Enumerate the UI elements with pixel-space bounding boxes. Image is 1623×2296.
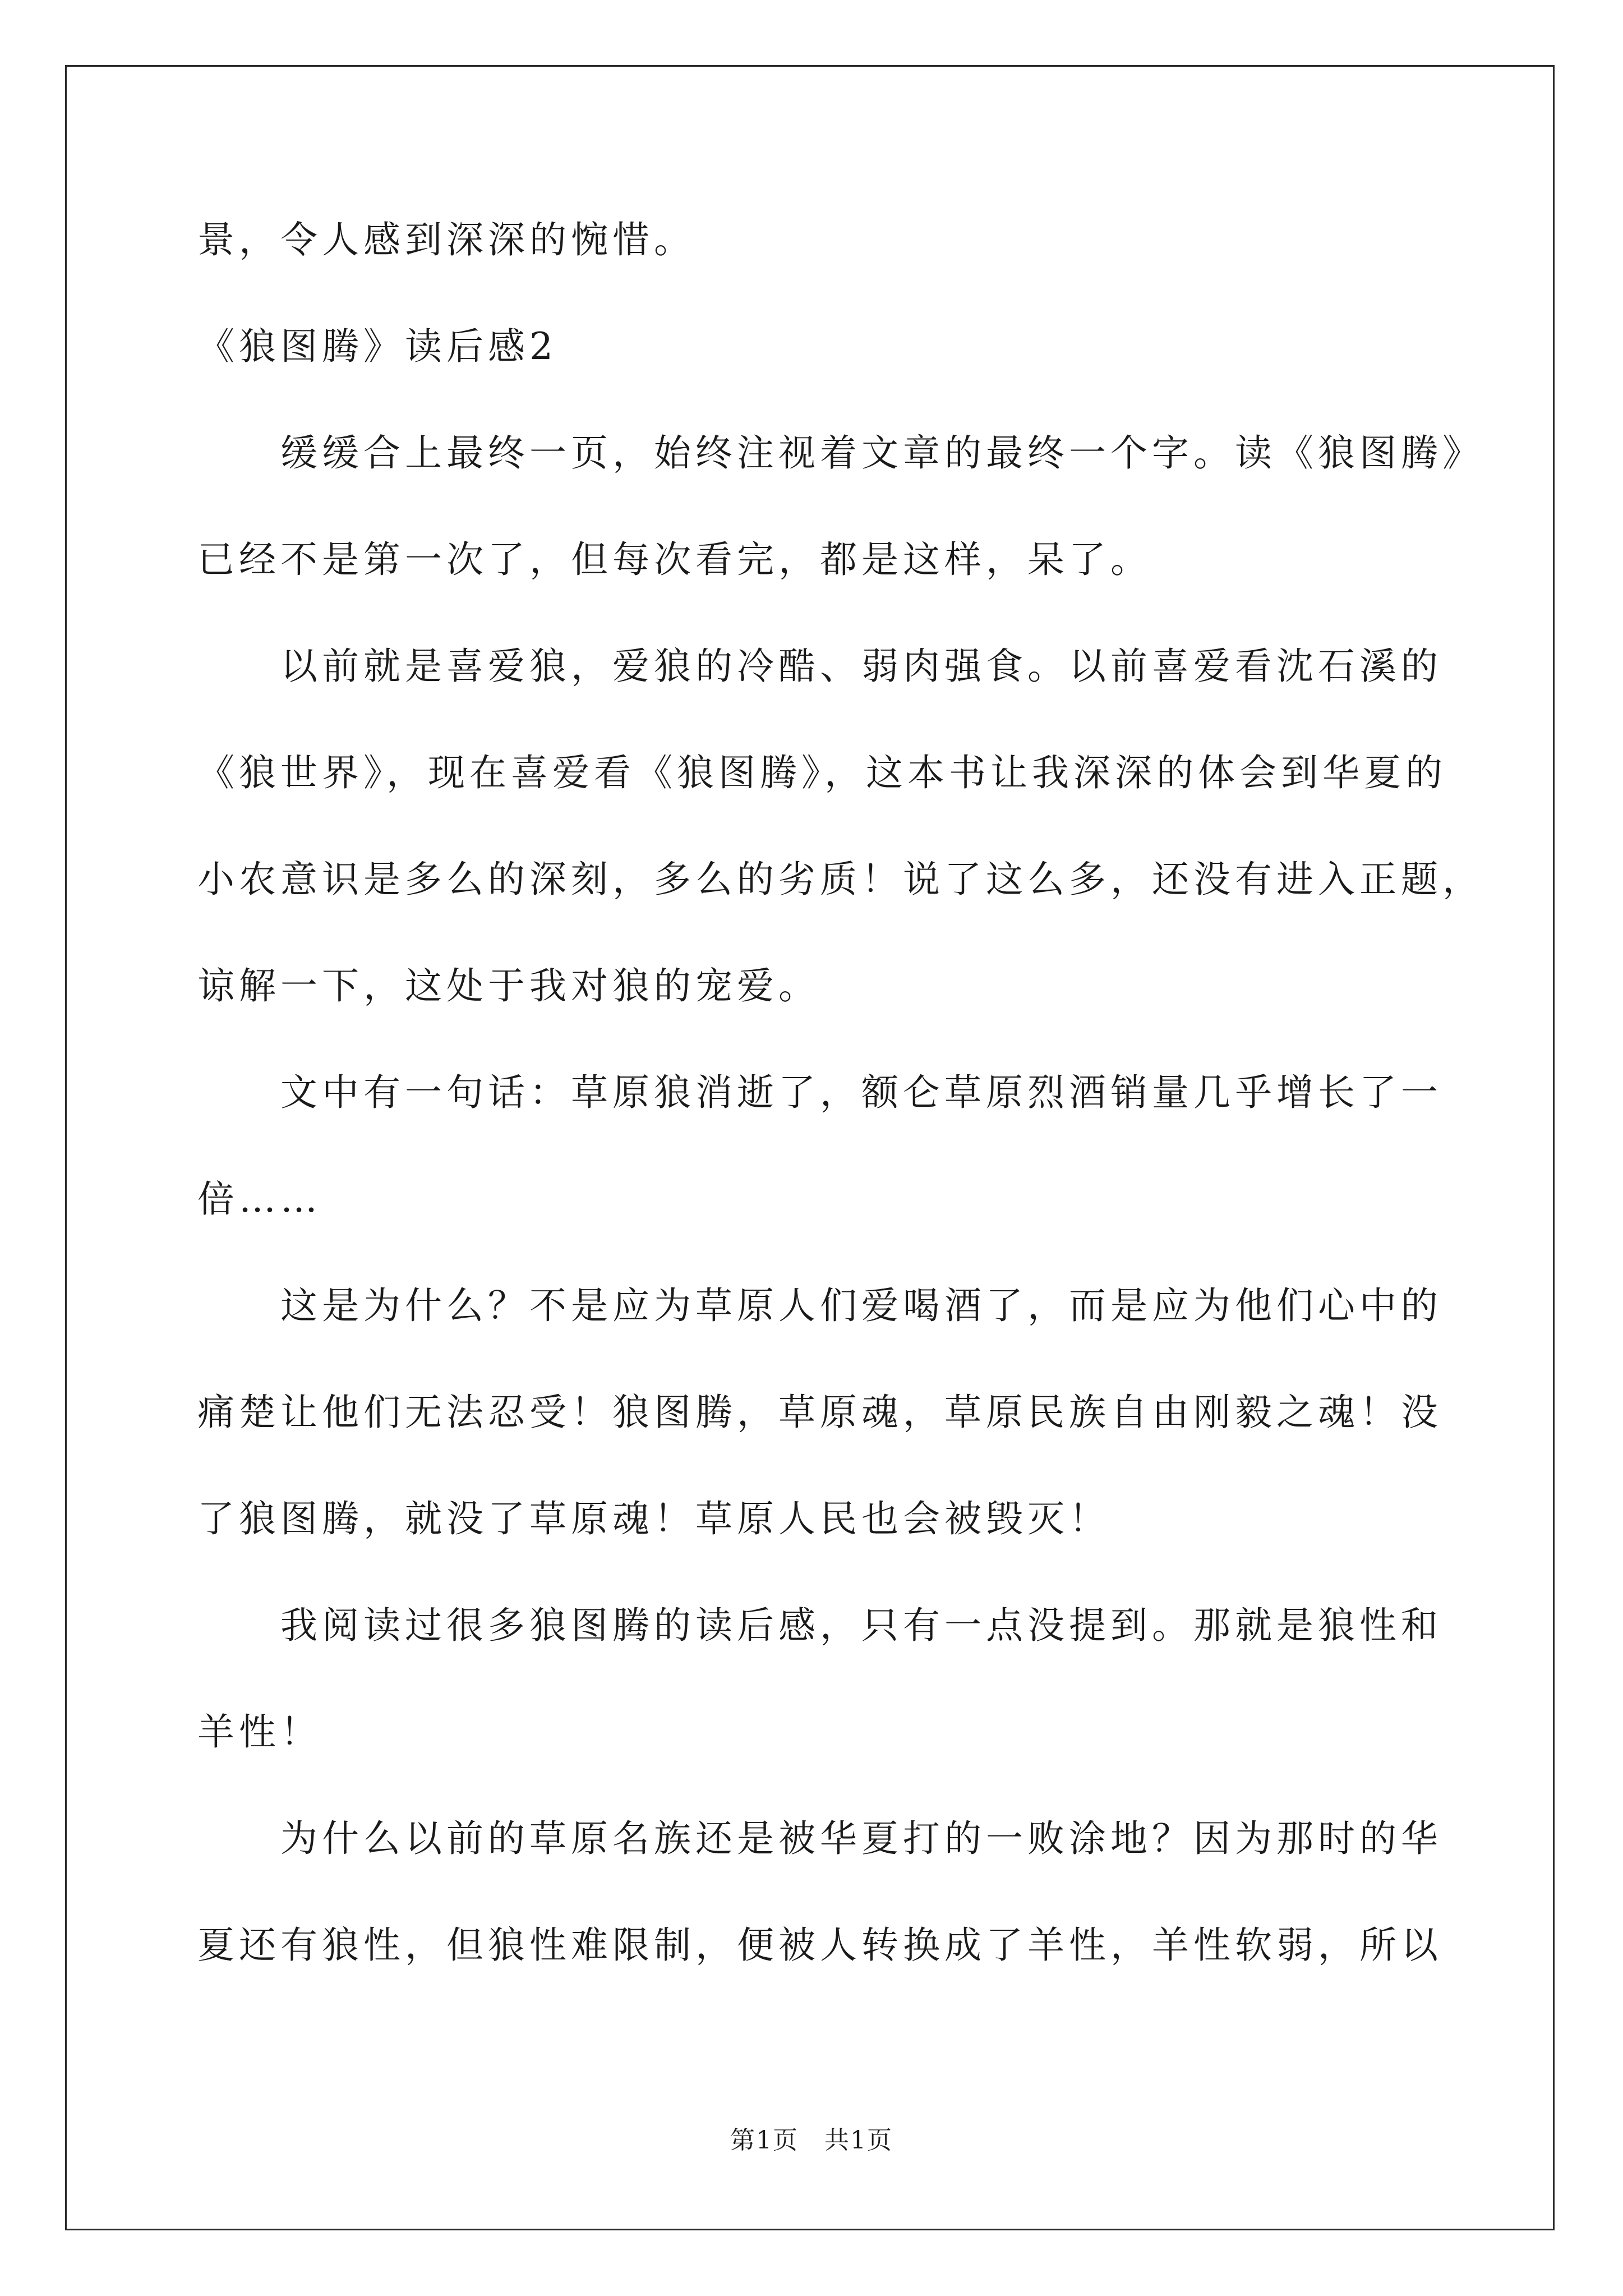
- line-gap: [197, 1013, 1459, 1066]
- section-heading: 《狼图腾》读后感2: [197, 325, 557, 368]
- text-line: 谅解一下，这处于我对狼的宠爱。: [197, 964, 820, 1007]
- text-line: 景，令人感到深深的惋惜。: [197, 218, 695, 261]
- text-line: 羊性！: [197, 1710, 322, 1754]
- text-line: 《狼世界》，现在喜爱看《狼图腾》，这本书让我深深的体会到华夏的: [197, 751, 1447, 794]
- paragraph-start: 这是为什么？不是应为草原人们爱喝酒了，而是应为他们心中的: [280, 1284, 1442, 1327]
- line-gap: [197, 1332, 1459, 1386]
- text-line: 夏还有狼性，但狼性难限制，便被人转换成了羊性，羊性软弱，所以: [197, 1924, 1442, 1967]
- page-footer: 第1页 共1页: [730, 2126, 893, 2155]
- line-gap: [197, 480, 1459, 533]
- line-gap: [197, 1865, 1459, 1918]
- text-line: 痛楚让他们无法忍受！狼图腾，草原魂，草原民族自由刚毅之魂！没: [197, 1391, 1442, 1434]
- line-gap: [197, 1652, 1459, 1705]
- text-line: 倍……: [197, 1177, 322, 1221]
- paragraph-start: 以前就是喜爱狼，爱狼的冷酷、弱肉强食。以前喜爱看沈石溪的: [280, 645, 1442, 688]
- line-gap: [197, 693, 1459, 746]
- line-gap: [197, 1119, 1459, 1172]
- paragraph-start: 为什么以前的草原名族还是被华夏打的一败涂地？因为那时的华: [280, 1817, 1442, 1860]
- line-gap: [197, 1439, 1459, 1492]
- line-gap: [197, 799, 1459, 853]
- line-gap: [197, 266, 1459, 320]
- document-body: [197, 213, 1484, 1972]
- text-line: 小农意识是多么的深刻，多么的劣质！说了这么多，还没有进入正题，: [197, 858, 1484, 901]
- line-gap: [197, 373, 1459, 426]
- line-gap: [197, 906, 1459, 959]
- line-gap: [197, 1545, 1459, 1599]
- text-line: 了狼图腾，就没了草原魂！草原人民也会被毁灭！: [197, 1497, 1110, 1540]
- paragraph-start: 我阅读过很多狼图腾的读后感，只有一点没提到。那就是狼性和: [280, 1604, 1442, 1647]
- line-gap: [197, 1226, 1459, 1279]
- paragraph-start: 文中有一句话：草原狼消逝了，额仑草原烈酒销量几乎增长了一: [280, 1071, 1442, 1114]
- text-line: 已经不是第一次了，但每次看完，都是这样，呆了。: [197, 538, 1152, 581]
- line-gap: [197, 586, 1459, 639]
- line-gap: [197, 1759, 1459, 1812]
- paragraph-start: 缓缓合上最终一页，始终注视着文章的最终一个字。读《狼图腾》: [280, 431, 1484, 475]
